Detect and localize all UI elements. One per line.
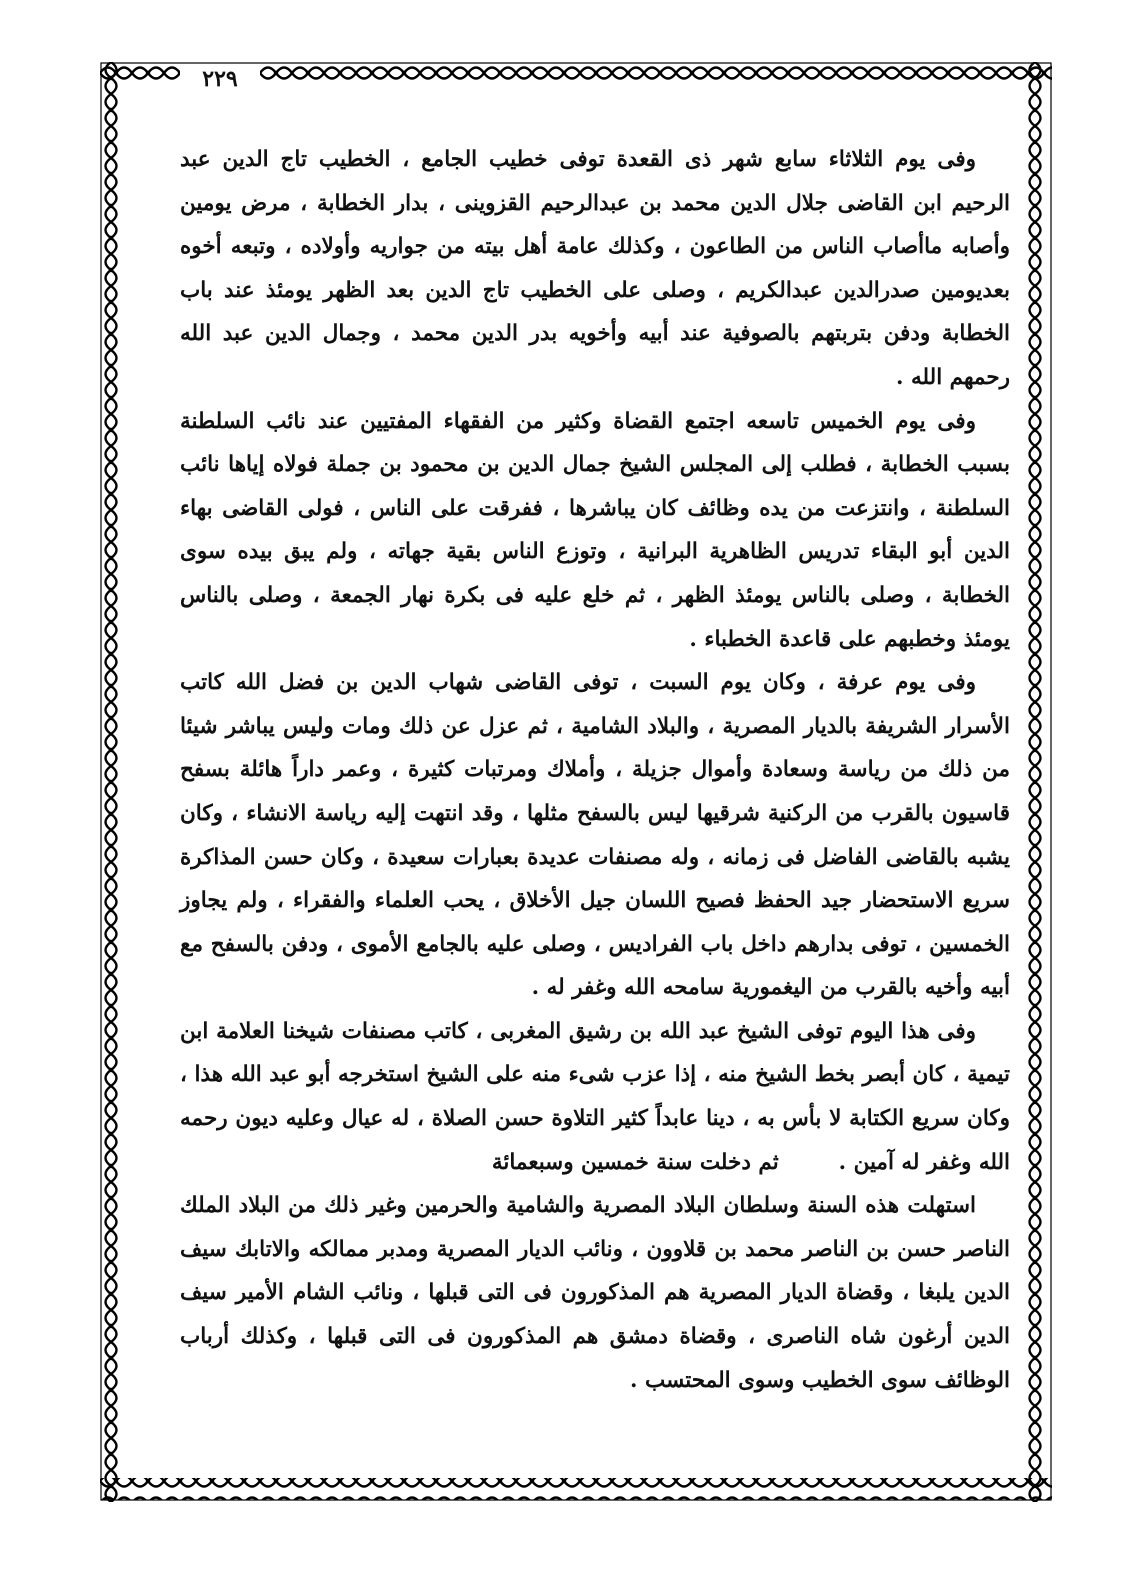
paragraph-text: وفى يوم الثلاثاء سابع شهر ذى القعدة توفى خطيب الجامع ، الخطيب تاج الدين عبد الرحيم ابن القاضى جلال الدين محمد بن عبدالرحيم القزوينى ، بدار الخطابة ، مرض يومين وأصابه ماأصاب الناس من الطاعون ، وكذلك عامة أهل بيته من جواريه وأولاده ، وتبعه أخوه بعديومين صدرالدين عبدالكريم ، وصلى على الخطيب تاج الدين بعد الظهر يومئذ عند باب الخطابة ودفن بتربتهم بالصوفية عند أبيه وأخويه بدر الدين محمد ، وجمال الدين عبد الله رحمهم الله . [180, 147, 1010, 390]
paragraph-year-750 [180, 1184, 1010, 1402]
paragraph-new-khatib [180, 400, 1010, 662]
page-number: ٢٢٩ [180, 66, 260, 92]
page-body [180, 138, 1010, 1458]
paragraph-text: وفى يوم الخميس تاسعه اجتمع القضاة وكثير من الفقهاء المفتيين عند نائب السلطنة بسبب الخطابة ، فطلب إلى المجلس الشيخ جمال الدين بن محمود بن جملة فولاه إياها نائب السلطنة ، وانتزعت من يده وظائف كان يباشرها ، ففرقت على الناس ، فولى القاضى بهاء الدين أبو البقاء تدريس الظاهرية البرانية ، وتوزع الناس بقية جهاته ، ولم يبق بيده سوى الخطابة ، وصلى بالناس يومئذ الظهر ، ثم خلع عليه فى بكرة نهار الجمعة ، وصلى بالناس يومئذ وخطبهم على قاعدة الخطباء . [180, 408, 1010, 652]
paragraph-death-ibn-fadlallah [180, 661, 1010, 1010]
year-heading: ثم دخلت سنة خمسين وسبعمائة [491, 1149, 779, 1175]
paragraph-death-of-khatib [180, 138, 1010, 400]
paragraph-text: وفى يوم عرفة ، وكان يوم السبت ، توفى القاضى شهاب الدين بن فضل الله كاتب الأسرار الشريفة بالديار المصرية ، والبلاد الشامية ، ثم عزل عن ذلك ومات وليس يباشر شيئا من ذلك من رياسة وسعادة وأموال جزيلة ، وأملاك ومرتبات كثيرة ، وعمر داراً هائلة بسفح قاسيون بالقرب من الركنية شرقيها ليس بالسفح مثلها ، وقد انتهت إليه رياسة الانشاء ، وكان يشبه بالقاضى الفاضل فى زمانه ، وله مصنفات عديدة بعبارات سعيدة ، وكان حسن المذاكرة سريع الاستحضار جيد الحفظ فصيح اللسان جيل الأخلاق ، يحب العلماء والفقراء ، ولم يجاوز الخمسين ، توفى بدارهم داخل باب الفراديس ، وصلى عليه بالجامع الأموى ، ودفن بالسفح مع أبيه وأخيه بالقرب من اليغمورية سامحه الله وغفر له . [180, 670, 1010, 1001]
paragraph-text: استهلت هذه السنة وسلطان البلاد المصرية والشامية والحرمين وغير ذلك من البلاد الملك الناصر حسن بن الناصر محمد بن قلاوون ، ونائب الديار المصرية ومدبر ممالكه والاتابك سيف الدين يلبغا ، وقضاة الديار المصرية هم المذكورون فى التى قبلها ، ونائب الشام الأمير سيف الدين أرغون شاه الناصرى ، وقضاة دمشق هم المذكورون فى التى قبلها ، وكذلك أرباب الوظائف سوى الخطيب وسوى المحتسب . [180, 1193, 1010, 1393]
paragraph-text: وفى هذا اليوم توفى الشيخ عبد الله بن رشيق المغربى ، كاتب مصنفات شيخنا العلامة ابن تيمية ، كان أبصر بخط الشيخ منه ، إذا عزب شىء منه على الشيخ استخرجه أبو عبد الله هذا ، وكان سريع الكتابة لا بأس به ، دينا عابداً كثير التلاوة حسن الصلاة ، له عيال وعليه ديون رحمه الله وغفر له آمين . [180, 1018, 1010, 1175]
paragraph-death-ibn-rashiq [180, 1010, 1010, 1184]
